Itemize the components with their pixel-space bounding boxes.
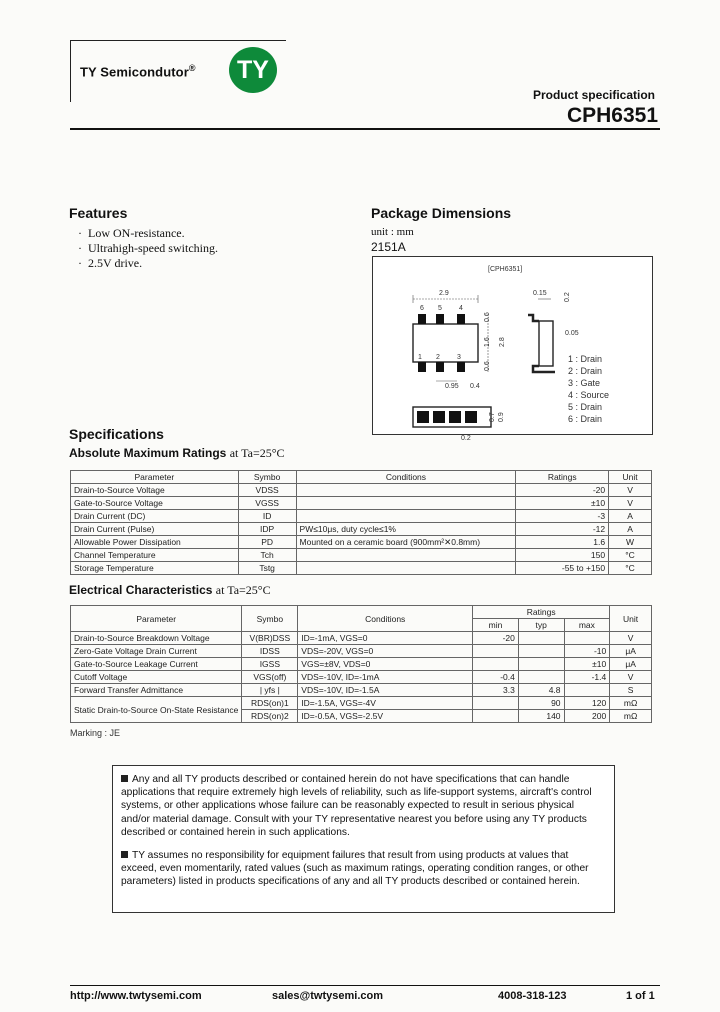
- table-cell: 140: [518, 710, 564, 723]
- header-cell: Parameter: [71, 606, 242, 632]
- footer-url-link[interactable]: http://www.twtysemi.com: [70, 990, 202, 1002]
- table-cell: W: [609, 536, 652, 549]
- bullet-square-icon: [121, 775, 128, 782]
- table-cell: IDP: [238, 523, 296, 536]
- table-cell: [296, 484, 516, 497]
- pin-label: 5 : Drain: [568, 402, 603, 412]
- table-row: [71, 562, 652, 575]
- table-cell: 1.6: [516, 536, 609, 549]
- table-row: [71, 684, 652, 697]
- table-cell: ID=-1mA, VGS=0: [298, 632, 473, 645]
- table-cell: A: [609, 510, 652, 523]
- table-cell: 3.3: [473, 684, 519, 697]
- table-cell: -12: [516, 523, 609, 536]
- table-cell: [473, 658, 519, 671]
- pin-number: 4: [459, 305, 463, 312]
- table-cell: -10: [564, 645, 610, 658]
- lead-3: [457, 362, 465, 372]
- table-cell: °C: [609, 562, 652, 575]
- package-code: 2151A: [371, 240, 406, 254]
- dim-label: 0.15: [533, 290, 547, 297]
- table-cell: Zero-Gate Voltage Drain Current: [71, 645, 242, 658]
- table-cell: Tstg: [238, 562, 296, 575]
- table-cell: VDS=-10V, ID=-1.5A: [298, 684, 473, 697]
- package-unit: unit : mm: [371, 226, 414, 238]
- table-cell: V: [609, 484, 652, 497]
- header-rule-left: [70, 40, 71, 102]
- table-cell: PD: [238, 536, 296, 549]
- feature-item: · Ultrahigh-speed switching.: [78, 241, 218, 256]
- table-cell: Gate-to-Source Voltage: [71, 497, 239, 510]
- lead-1: [418, 362, 426, 372]
- header-cell: max: [564, 619, 610, 632]
- pin-label: 3 : Gate: [568, 378, 601, 388]
- table-cell: mΩ: [610, 710, 652, 723]
- table-cell: Drain-to-Source Voltage: [71, 484, 239, 497]
- table-cell: Drain Current (DC): [71, 510, 239, 523]
- table-cell: ±10: [564, 658, 610, 671]
- features-list: [78, 226, 218, 271]
- table-cell: Forward Transfer Admittance: [71, 684, 242, 697]
- table-cell: S: [610, 684, 652, 697]
- table-cell: V: [609, 497, 652, 510]
- table-cell: VDS=-20V, VGS=0: [298, 645, 473, 658]
- table-cell: Mounted on a ceramic board (900mm²✕0.8mm): [296, 536, 516, 549]
- header-rule-bottom: [70, 128, 660, 130]
- table-row: [71, 510, 652, 523]
- table-cell: [473, 710, 519, 723]
- table-cell: 150: [516, 549, 609, 562]
- table-cell: [518, 658, 564, 671]
- header-cell: Symbo: [238, 471, 296, 484]
- lead-6: [418, 314, 426, 324]
- table-cell: ID: [238, 510, 296, 523]
- dim-label: 0.6: [484, 361, 491, 371]
- dim-label: 0.9: [498, 412, 505, 422]
- table-row: [71, 536, 652, 549]
- table-cell: [518, 632, 564, 645]
- electrical-characteristics-table: [70, 605, 652, 723]
- table-cell: RDS(on)1: [242, 697, 298, 710]
- table-cell: Channel Temperature: [71, 549, 239, 562]
- dim-label: 2.9: [439, 290, 449, 297]
- table-cell: [473, 645, 519, 658]
- table-cell: ID=-0.5A, VGS=-2.5V: [298, 710, 473, 723]
- table-cell: °C: [609, 549, 652, 562]
- table-cell: [296, 549, 516, 562]
- header-cell: Conditions: [298, 606, 473, 632]
- table-cell: μA: [610, 658, 652, 671]
- table-cell: V: [610, 632, 652, 645]
- notice-box: [112, 765, 615, 913]
- table-row: [71, 645, 652, 658]
- dim-label: 2.8: [499, 337, 506, 347]
- table-cell: RDS(on)2: [242, 710, 298, 723]
- pin-label: 6 : Drain: [568, 414, 603, 424]
- table-cell: Cutoff Voltage: [71, 671, 242, 684]
- table-row: [71, 523, 652, 536]
- product-spec-label: Product specification: [532, 88, 655, 102]
- table-cell: 4.8: [518, 684, 564, 697]
- dim-label: 0.2: [461, 435, 471, 442]
- abs-max-ratings-table: [70, 470, 652, 575]
- table-row: [71, 484, 652, 497]
- package-body-top-view: [413, 324, 478, 362]
- header-cell: Conditions: [296, 471, 516, 484]
- header-cell: Ratings: [516, 471, 609, 484]
- page-number: 1 of 1: [626, 990, 655, 1002]
- header-cell: min: [473, 619, 519, 632]
- ty-logo: TY: [229, 47, 277, 93]
- table-cell: Tch: [238, 549, 296, 562]
- table-cell: Drain-to-Source Breakdown Voltage: [71, 632, 242, 645]
- features-title: Features: [69, 205, 128, 221]
- table-cell: IGSS: [242, 658, 298, 671]
- pin-number: 1: [418, 354, 422, 361]
- pin-label: 1 : Drain: [568, 354, 603, 364]
- table-header-row: [71, 471, 652, 484]
- table-cell: ±10: [516, 497, 609, 510]
- table-row: [71, 497, 652, 510]
- header-cell: typ: [518, 619, 564, 632]
- specifications-title: Specifications: [69, 426, 164, 442]
- table-row: [71, 658, 652, 671]
- table-cell: [296, 562, 516, 575]
- table-cell: μA: [610, 645, 652, 658]
- table-row: [71, 549, 652, 562]
- table-cell: A: [609, 523, 652, 536]
- table-cell: -1.4: [564, 671, 610, 684]
- table-cell: Storage Temperature: [71, 562, 239, 575]
- table-cell: -55 to +150: [516, 562, 609, 575]
- pin-number: 5: [438, 305, 442, 312]
- table-cell: Static Drain-to-Source On-State Resistance: [71, 697, 242, 723]
- header-cell: Unit: [610, 606, 652, 632]
- table-cell: [564, 684, 610, 697]
- lead-5: [436, 314, 444, 324]
- table-cell: Drain Current (Pulse): [71, 523, 239, 536]
- header-cell: Parameter: [71, 471, 239, 484]
- feature-item: · 2.5V drive.: [78, 256, 218, 271]
- abs-max-ratings-title: Absolute Maximum Ratings at Ta=25°C: [69, 446, 285, 460]
- lead-4: [457, 314, 465, 324]
- header-cell: Unit: [609, 471, 652, 484]
- pin-number: 2: [436, 354, 440, 361]
- table-row: [71, 697, 652, 710]
- dim-label: 1.6: [484, 337, 491, 347]
- package-drawing: [372, 256, 653, 442]
- table-cell: PW≤10μs, duty cycle≤1%: [296, 523, 516, 536]
- table-cell: VDSS: [238, 484, 296, 497]
- electrical-characteristics-title: Electrical Characteristics at Ta=25°C: [69, 583, 271, 597]
- notice-paragraph: TY assumes no responsibility for equipment failures that result from using products at values that exceed, even momentarily, rated values (such as maximum ratings, operating condition ranges, or other parameters) listed in products specifications of any and all TY products described or contained herein.: [121, 850, 589, 888]
- table-row: [71, 671, 652, 684]
- feature-item: · Low ON-resistance.: [78, 226, 218, 241]
- table-header-row: [71, 606, 652, 619]
- header-rule-top: [70, 40, 286, 41]
- table-cell: ID=-1.5A, VGS=-4V: [298, 697, 473, 710]
- brand-name: TY Semicondutor®: [80, 63, 196, 80]
- table-cell: VGS(off): [242, 671, 298, 684]
- dim-label: 0.2: [564, 292, 571, 302]
- pin-label: 2 : Drain: [568, 366, 603, 376]
- footer-email-link[interactable]: sales@twtysemi.com: [272, 990, 383, 1002]
- pin-label: 4 : Source: [568, 390, 610, 400]
- dim-label: 0.95: [445, 383, 459, 390]
- bullet-square-icon: [121, 851, 128, 858]
- package-drawing-label: [CPH6351]: [488, 266, 523, 273]
- header-cell: Symbo: [242, 606, 298, 632]
- table-row: [71, 632, 652, 645]
- table-cell: IDSS: [242, 645, 298, 658]
- pin-number: 3: [457, 354, 461, 361]
- footer-rule: [70, 985, 660, 986]
- table-cell: VGSS: [238, 497, 296, 510]
- part-number: CPH6351: [566, 104, 658, 127]
- table-cell: -3: [516, 510, 609, 523]
- table-cell: Allowable Power Dissipation: [71, 536, 239, 549]
- table-cell: mΩ: [610, 697, 652, 710]
- dim-label: 0.6: [484, 312, 491, 322]
- dim-label: 0.7: [489, 412, 496, 422]
- table-cell: [296, 510, 516, 523]
- table-cell: -20: [473, 632, 519, 645]
- table-cell: [518, 671, 564, 684]
- dim-label: 0.4: [470, 383, 480, 390]
- notice-paragraph: Any and all TY products described or contained herein do not have specifications that can handle applications that require extremely high levels of reliability, such as life-support systems, aircraft's control systems, or other applications whose failure can be reasonably expected to result in serious physical and/or material damage. Consult with your TY representative nearest you before using any TY products described or contained herein in such applications.: [121, 774, 592, 838]
- table-cell: [518, 645, 564, 658]
- lead-2: [436, 362, 444, 372]
- table-cell: [564, 632, 610, 645]
- marking-text: Marking : JE: [70, 728, 121, 738]
- table-cell: [473, 697, 519, 710]
- table-cell: V(BR)DSS: [242, 632, 298, 645]
- table-cell: [296, 497, 516, 510]
- table-cell: VGS=±8V, VDS=0: [298, 658, 473, 671]
- table-cell: V: [610, 671, 652, 684]
- table-cell: VDS=-10V, ID=-1mA: [298, 671, 473, 684]
- table-cell: -0.4: [473, 671, 519, 684]
- table-cell: Gate-to-Source Leakage Current: [71, 658, 242, 671]
- table-cell: 200: [564, 710, 610, 723]
- package-diagram: [373, 257, 652, 442]
- pin-number: 6: [420, 305, 424, 312]
- table-cell: -20: [516, 484, 609, 497]
- header-cell: Ratings: [473, 606, 610, 619]
- package-body-end-view: [539, 321, 553, 366]
- dim-label: 0.05: [565, 330, 579, 337]
- table-cell: 120: [564, 697, 610, 710]
- footer-phone: 4008-318-123: [498, 990, 567, 1002]
- table-cell: 90: [518, 697, 564, 710]
- table-cell: | yfs |: [242, 684, 298, 697]
- package-title: Package Dimensions: [371, 205, 512, 221]
